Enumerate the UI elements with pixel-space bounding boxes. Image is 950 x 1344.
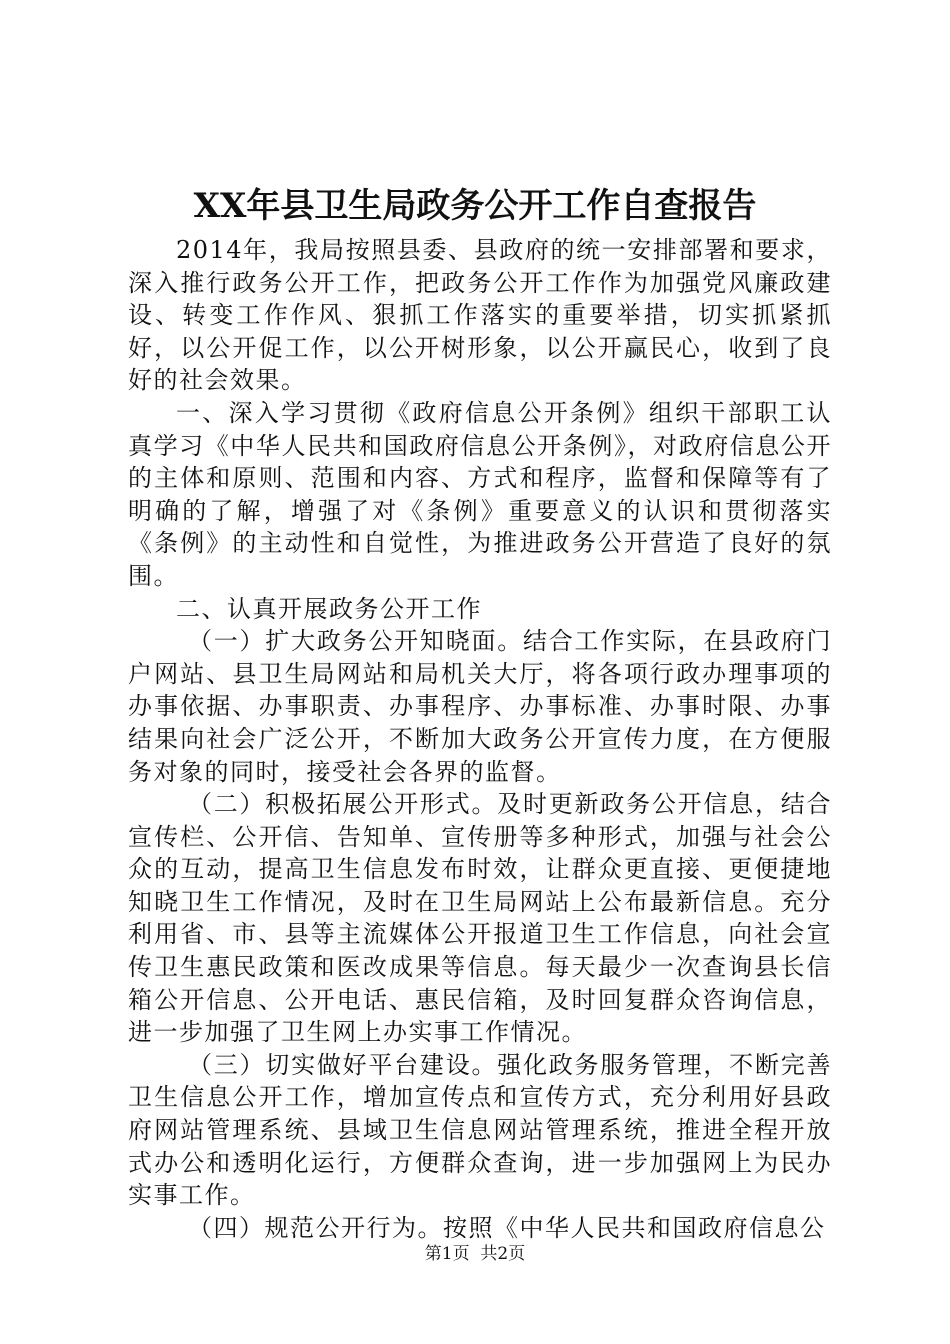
page-number-total: 共2页 [480,1244,526,1264]
document-title: XX年县卫生局政务公开工作自查报告 [193,186,757,226]
footer-gap [470,1244,481,1264]
paragraph-section-2-heading: 二、认真开展政务公开工作 [176,594,482,623]
paragraph-item-4: （四）规范公开行为。按照《中华人民共和国政府信息公 [188,1213,826,1242]
paragraph-item-1: （一）扩大政务公开知晓面。结合工作实际，在县政府门户网站、县卫生局网站和局机关大厅，将各项行政办理事项的办事依据、办事职责、办事程序、办事标准、办事时限、办事结果向社会广泛公开，不断加大政务公开宣传力度，在方便服务对象的同时，接受社会各界的监督。 [128,627,832,786]
paragraph-intro: 2014年，我局按照县委、县政府的统一安排部署和要求，深入推行政务公开工作，把政务公开工作作为加强党风廉政建设、转变工作作风、狠抓工作落实的重要举措，切实抓紧抓好，以公开促工作，以公开树形象，以公开赢民心，收到了良好的社会效果。 [128,236,832,395]
paragraph-item-3: （三）切实做好平台建设。强化政务服务管理，不断完善卫生信息公开工作，增加宣传点和宣传方式，充分利用好县政府网站管理系统、县域卫生信息网站管理系统，推进全程开放式办公和透明化运行，方便群众查询，进一步加强网上为民办实事工作。 [128,1050,832,1210]
paragraph-section-1: 一、深入学习贯彻《政府信息公开条例》组织干部职工认真学习《中华人民共和国政府信息公开条例》，对政府信息公开的主体和原则、范围和内容、方式和程序，监督和保障等有了明确的了解，增强了对《条例》重要意义的认识和贯彻落实《条例》的主动性和自觉性，为推进政务公开营造了良好的氛围。 [128,398,832,590]
paragraph-item-2: （二）积极拓展公开形式。及时更新政务公开信息，结合宣传栏、公开信、告知单、宣传册等多种形式，加强与社会公众的互动，提高卫生信息发布时效，让群众更直接、更便捷地知晓卫生工作情况，及时在卫生局网站上公布最新信息。充分利用省、市、县等主流媒体公开报道卫生工作信息，向社会宣传卫生惠民政策和医改成果等信息。每天最少一次查询县长信箱公开信息、公开电话、惠民信箱，及时回复群众咨询信息，进一步加强了卫生网上办实事工作情况。 [128,790,832,1047]
page-number-current: 第1页 [424,1244,470,1264]
page-footer [0,1242,950,1266]
document-body [128,234,832,1244]
